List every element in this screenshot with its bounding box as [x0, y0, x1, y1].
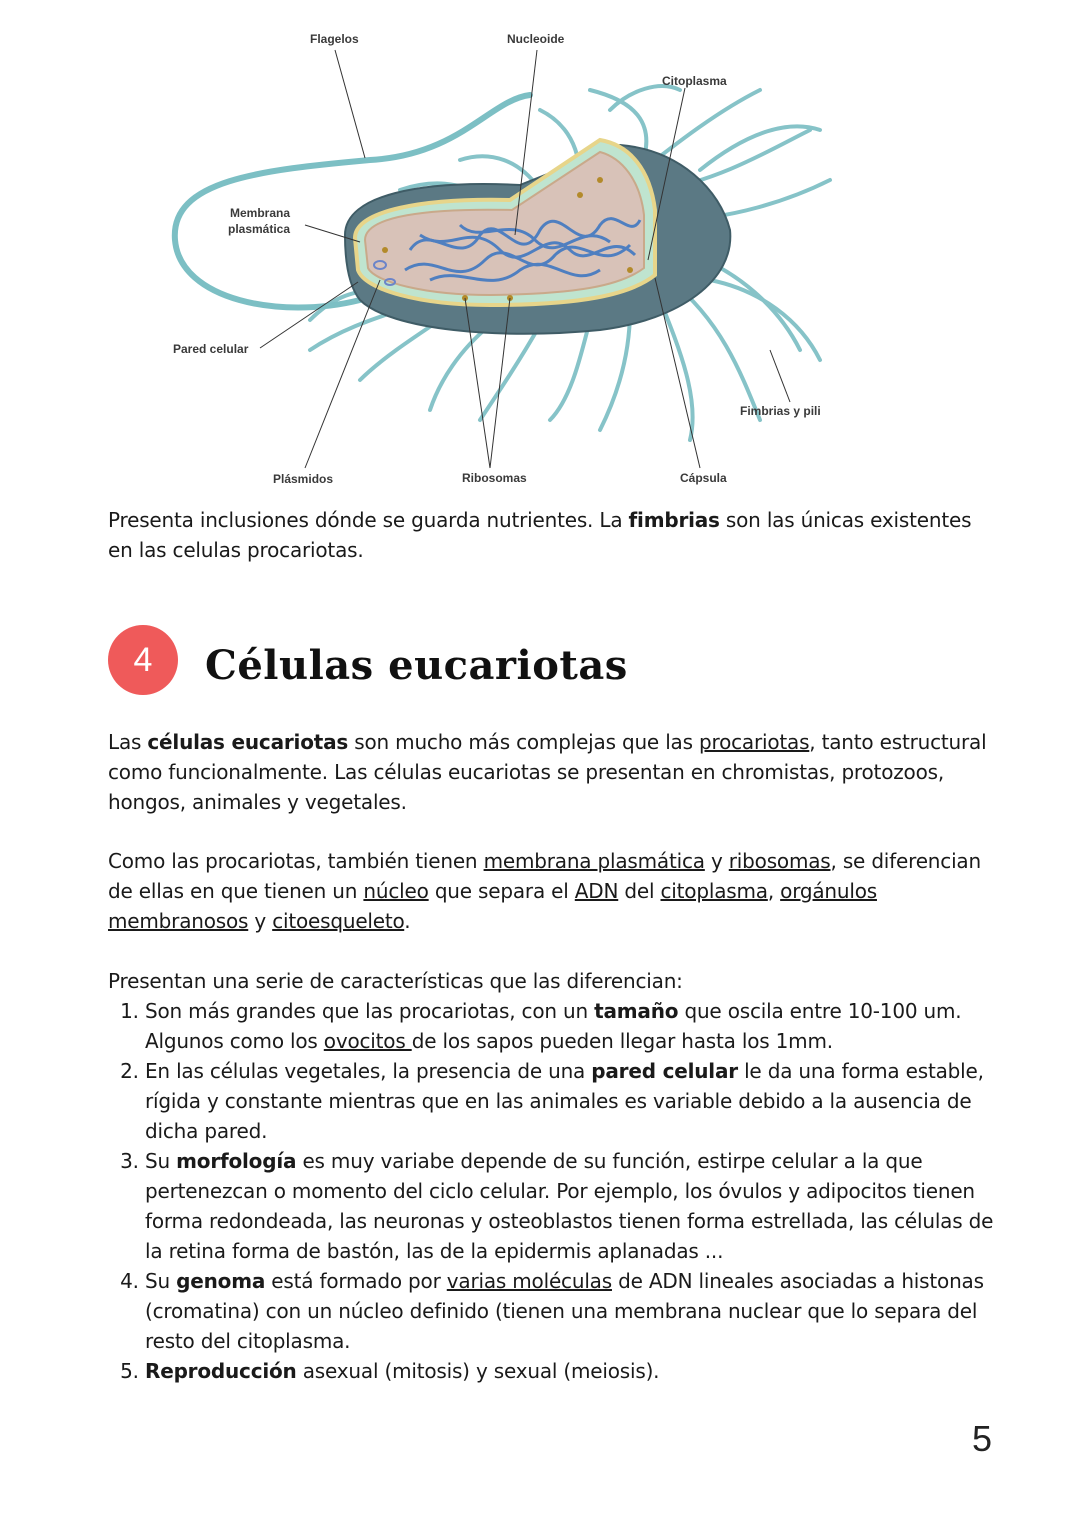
label-citoplasma: Citoplasma	[662, 74, 727, 88]
list-item	[145, 1266, 1015, 1356]
paragraph-comparison	[108, 846, 988, 936]
prokaryote-illustration	[160, 20, 860, 495]
p2-link-nucleo[interactable]: núcleo	[363, 879, 429, 903]
list-item	[145, 1146, 1015, 1266]
intro-text: Presenta inclusiones dónde se guarda nutrientes. La	[108, 508, 629, 532]
li-link-ovocitos[interactable]: ovocitos	[323, 1029, 412, 1053]
label-plasmidos: Plásmidos	[273, 472, 334, 486]
section-title: Células eucariotas	[205, 642, 628, 689]
p2-text: .	[404, 909, 411, 933]
p1-text: , tanto estructural como funcionalmente. Las células eucariotas se presentan en chromistas, protozoos, hongos, animales y vegetales.	[108, 730, 987, 814]
list-item	[145, 996, 1015, 1056]
p2-link-organulos[interactable]: orgánulos membranosos	[108, 879, 877, 933]
p2-text: ,	[767, 879, 781, 903]
p2-text: que separa el	[428, 879, 575, 903]
label-ribosomas: Ribosomas	[462, 471, 527, 485]
li-text: Su	[145, 1149, 177, 1173]
p2-text: y	[248, 909, 273, 933]
p2-text: Como las procariotas, también tienen	[108, 849, 484, 873]
p1-bold: células eucariotas	[147, 730, 349, 754]
intro-bold-fimbrias: fimbrias	[628, 508, 720, 532]
p1-text: son mucho más complejas que las	[348, 730, 699, 754]
li-bold: tamaño	[594, 999, 679, 1023]
list-item	[145, 1356, 1015, 1386]
p2-link-ribosomas[interactable]: ribosomas	[728, 849, 831, 873]
p1-link-procariotas[interactable]: procariotas	[698, 730, 810, 754]
section-number-badge: 4	[108, 625, 178, 695]
label-capsula: Cápsula	[680, 471, 727, 485]
li-text: asexual (mitosis) y sexual (meiosis).	[296, 1359, 660, 1383]
li-text: de ADN lineales asociadas a histonas (cromatina) con un núcleo definido (tienen una membrana nuclear que lo separa del resto del citoplasma.	[145, 1269, 984, 1353]
li-text: Su	[145, 1269, 177, 1293]
paragraph-eucariotas	[108, 727, 988, 817]
label-membrana-line1: Membrana	[230, 206, 291, 220]
p1-text: Las	[108, 730, 148, 754]
intro-text-end: son las únicas existentes en las celulas procariotas.	[108, 508, 972, 562]
prokaryote-diagram	[160, 20, 860, 495]
li-bold: pared celular	[591, 1059, 738, 1083]
p2-link-membrana[interactable]: membrana plasmática	[483, 849, 705, 873]
li-text: le da una forma estable, rígida y constante mientras que en las animales es variable debido a la ausencia de dicha pared.	[145, 1059, 984, 1143]
li-bold: genoma	[176, 1269, 266, 1293]
label-pared-celular: Pared celular	[173, 342, 249, 356]
p2-link-citoplasma[interactable]: citoplasma	[660, 879, 768, 903]
p2-link-citoesqueleto[interactable]: citoesqueleto	[272, 909, 405, 933]
li-text: que oscila entre 10-100 um. Algunos como los	[145, 999, 962, 1053]
characteristics-list	[108, 996, 1015, 1386]
li-text: Son más grandes que las procariotas, con un	[145, 999, 595, 1023]
li-text: es muy variabe depende de su función, estirpe celular a la que pertenezcan o momento del ciclo celular. Por ejemplo, los óvulos y adipocitos tienen forma redondeada, las neuronas y osteoblastos tienen forma estrellada, las células de la retina forma de bastón, las de la epidermis aplanadas ...	[145, 1149, 994, 1263]
li-bold: morfología	[176, 1149, 297, 1173]
li-link-moleculas[interactable]: varias moléculas	[446, 1269, 612, 1293]
intro-paragraph	[108, 505, 988, 565]
li-text: de los sapos pueden llegar hasta los 1mm.	[411, 1029, 833, 1053]
label-flagelos: Flagelos	[310, 32, 359, 46]
p2-link-adn[interactable]: ADN	[574, 879, 619, 903]
label-nucleoide: Nucleoide	[507, 32, 565, 46]
p2-text: del	[618, 879, 661, 903]
label-membrana-line2: plasmática	[228, 222, 291, 236]
page-number: 5	[971, 1418, 992, 1459]
li-text: En las células vegetales, la presencia de una	[145, 1059, 592, 1083]
p2-text: , se diferencian de ellas en que tienen un	[108, 849, 981, 903]
li-bold: Reproducción	[145, 1359, 297, 1383]
p3-text: Presentan una serie de características que las diferencian:	[108, 969, 683, 993]
list-item	[145, 1056, 1015, 1146]
label-fimbrias: Fimbrias y pili	[740, 404, 821, 418]
p2-text: y	[704, 849, 729, 873]
li-text: está formado por	[265, 1269, 447, 1293]
paragraph-characteristics-intro	[108, 966, 988, 996]
